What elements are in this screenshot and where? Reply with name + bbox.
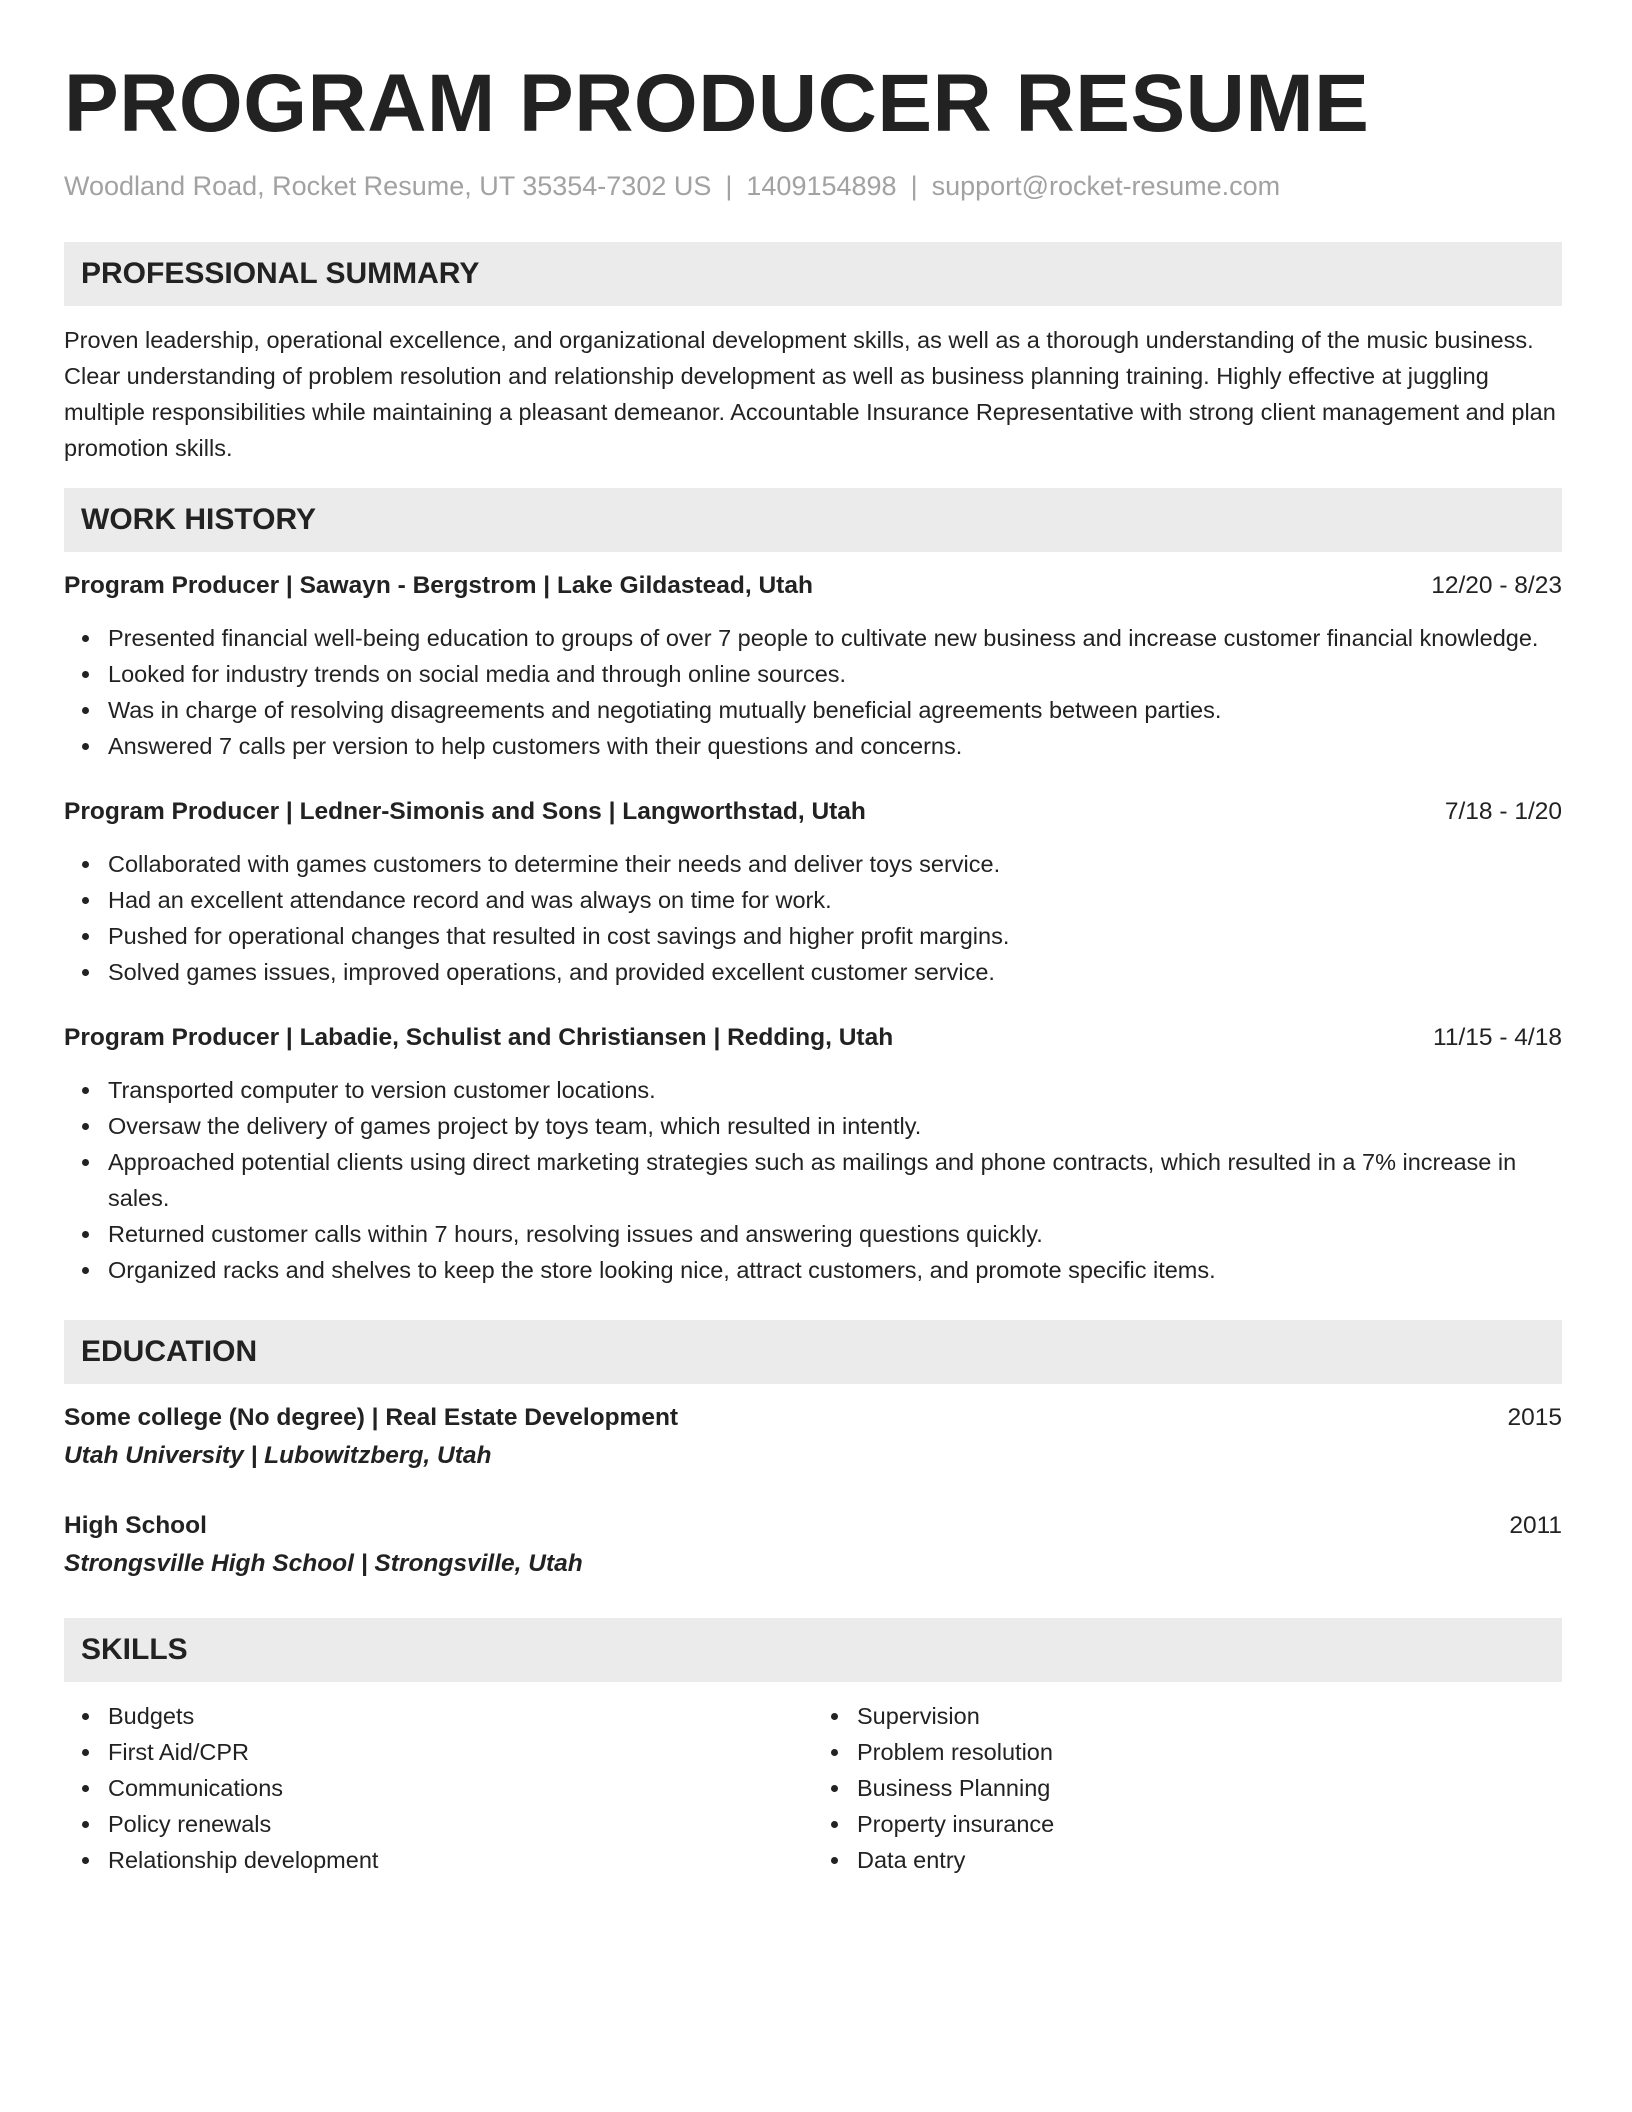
bullet-dot xyxy=(82,671,89,678)
section-header-work-history: WORK HISTORY xyxy=(64,488,1562,552)
list-item xyxy=(108,1770,813,1806)
bullet-dot xyxy=(82,1821,89,1828)
bullet-dot xyxy=(82,1123,89,1130)
bullet-dot xyxy=(82,1713,89,1720)
bullet-dot xyxy=(82,1087,89,1094)
bullet-text: Collaborated with games customers to determine their needs and deliver toys service. xyxy=(108,851,1001,877)
education-header xyxy=(64,1400,1562,1436)
skills-columns xyxy=(64,1698,1562,1878)
education-degree: Some college (No degree) | Real Estate Development xyxy=(64,1404,679,1431)
list-item xyxy=(108,1144,1562,1216)
bullet-text: Looked for industry trends on social media and through online sources. xyxy=(108,661,847,687)
bullet-text: Transported computer to version customer locations. xyxy=(108,1077,656,1103)
job-header xyxy=(64,1020,1562,1056)
education-year: 2011 xyxy=(1509,1512,1562,1539)
skills-list-left xyxy=(64,1698,813,1878)
bullet-dot xyxy=(82,743,89,750)
section-header-skills: SKILLS xyxy=(64,1618,1562,1682)
bullet-dot xyxy=(831,1713,838,1720)
contact-line xyxy=(64,168,1562,204)
job-entry xyxy=(64,794,1562,990)
list-item xyxy=(108,1842,813,1878)
education-year: 2015 xyxy=(1507,1404,1562,1431)
education-entry xyxy=(64,1400,1562,1474)
list-item xyxy=(108,1072,1562,1108)
job-entry xyxy=(64,568,1562,764)
skills-list-right xyxy=(813,1698,1562,1878)
list-item xyxy=(857,1698,1562,1734)
bullet-dot xyxy=(82,1749,89,1756)
job-title: Program Producer | Labadie, Schulist and Christiansen | Redding, Utah xyxy=(64,1024,894,1051)
skill-text: Supervision xyxy=(857,1703,980,1729)
list-item xyxy=(108,1698,813,1734)
list-item xyxy=(108,1216,1562,1252)
skill-text: Relationship development xyxy=(108,1847,379,1873)
bullet-dot xyxy=(82,1159,89,1166)
skill-text: Business Planning xyxy=(857,1775,1051,1801)
skill-text: First Aid/CPR xyxy=(108,1739,250,1765)
job-bullets xyxy=(64,1072,1562,1288)
resume-title: PROGRAM PRODUCER RESUME xyxy=(64,58,1370,149)
bullet-dot xyxy=(831,1785,838,1792)
list-item xyxy=(857,1842,1562,1878)
list-item xyxy=(108,1252,1562,1288)
contact-separator: | xyxy=(725,171,733,201)
education-school: Utah University | Lubowitzberg, Utah xyxy=(64,1442,492,1469)
phone: 1409154898 xyxy=(746,171,897,201)
skill-text: Data entry xyxy=(857,1847,966,1873)
education-header xyxy=(64,1508,1562,1544)
bullet-dot xyxy=(82,635,89,642)
resume-page xyxy=(64,0,1562,1878)
list-item xyxy=(108,656,1562,692)
job-dates: 11/15 - 4/18 xyxy=(1433,1024,1562,1051)
address: Woodland Road, Rocket Resume, UT 35354-7302 US xyxy=(64,171,712,201)
skill-text: Property insurance xyxy=(857,1811,1055,1837)
contact-separator: | xyxy=(910,171,918,201)
bullet-dot xyxy=(82,1785,89,1792)
education-degree: High School xyxy=(64,1512,207,1539)
bullet-dot xyxy=(82,1231,89,1238)
skill-text: Policy renewals xyxy=(108,1811,272,1837)
list-item xyxy=(857,1806,1562,1842)
skill-text: Communications xyxy=(108,1775,284,1801)
bullet-text: Was in charge of resolving disagreements and negotiating mutually beneficial agreements between parties. xyxy=(108,697,1222,723)
list-item xyxy=(108,846,1562,882)
job-dates: 12/20 - 8/23 xyxy=(1431,572,1562,599)
job-entry xyxy=(64,1020,1562,1288)
list-item xyxy=(108,882,1562,918)
bullet-text: Solved games issues, improved operations, and provided excellent customer service. xyxy=(108,959,995,985)
bullet-dot xyxy=(831,1821,838,1828)
job-dates: 7/18 - 1/20 xyxy=(1444,798,1562,825)
list-item xyxy=(108,728,1562,764)
job-header xyxy=(64,794,1562,830)
bullet-text: Oversaw the delivery of games project by toys team, which resulted in intently. xyxy=(108,1113,922,1139)
job-title: Program Producer | Ledner-Simonis and Sons | Langworthstad, Utah xyxy=(64,798,866,825)
bullet-dot xyxy=(82,707,89,714)
bullet-dot xyxy=(82,1857,89,1864)
bullet-text: Returned customer calls within 7 hours, resolving issues and answering questions quickly. xyxy=(108,1221,1043,1247)
list-item xyxy=(108,1806,813,1842)
list-item xyxy=(857,1734,1562,1770)
bullet-dot xyxy=(82,861,89,868)
bullet-dot xyxy=(831,1857,838,1864)
bullet-dot xyxy=(82,969,89,976)
education-school: Strongsville High School | Strongsville, Utah xyxy=(64,1550,583,1577)
email: support@rocket-resume.com xyxy=(931,171,1281,201)
section-header-summary: PROFESSIONAL SUMMARY xyxy=(64,242,1562,306)
skill-text: Problem resolution xyxy=(857,1739,1053,1765)
bullet-dot xyxy=(831,1749,838,1756)
list-item xyxy=(108,954,1562,990)
bullet-dot xyxy=(82,1267,89,1274)
list-item xyxy=(108,620,1562,656)
skill-text: Budgets xyxy=(108,1703,195,1729)
bullet-text: Had an excellent attendance record and was always on time for work. xyxy=(108,887,832,913)
list-item xyxy=(108,1734,813,1770)
bullet-text: Approached potential clients using direct marketing strategies such as mailings and phone contracts, which resulted in a 7% increase in sales. xyxy=(108,1149,1517,1211)
job-bullets xyxy=(64,620,1562,764)
bullet-text: Pushed for operational changes that resulted in cost savings and higher profit margins. xyxy=(108,923,1010,949)
bullet-text: Answered 7 calls per version to help customers with their questions and concerns. xyxy=(108,733,963,759)
job-header xyxy=(64,568,1562,604)
education-entry xyxy=(64,1508,1562,1582)
bullet-dot xyxy=(82,933,89,940)
list-item xyxy=(108,692,1562,728)
job-bullets xyxy=(64,846,1562,990)
bullet-dot xyxy=(82,897,89,904)
bullet-text: Organized racks and shelves to keep the store looking nice, attract customers, and promote specific items. xyxy=(108,1257,1216,1283)
list-item xyxy=(857,1770,1562,1806)
job-title: Program Producer | Sawayn - Bergstrom | Lake Gildastead, Utah xyxy=(64,572,813,599)
list-item xyxy=(108,918,1562,954)
summary-text: Proven leadership, operational excellence, and organizational development skills, as well as a thorough understanding of the music business. Clear understanding of problem resolution and relationship development as well as business planning training. Highly effective at juggling multiple responsibilities while maintaining a pleasant demeanor. Accountable Insurance Representative with strong client management and plan promotion skills. xyxy=(64,327,1556,461)
list-item xyxy=(108,1108,1562,1144)
bullet-text: Presented financial well-being education to groups of over 7 people to cultivate new business and increase customer financial knowledge. xyxy=(108,625,1539,651)
section-header-education: EDUCATION xyxy=(64,1320,1562,1384)
